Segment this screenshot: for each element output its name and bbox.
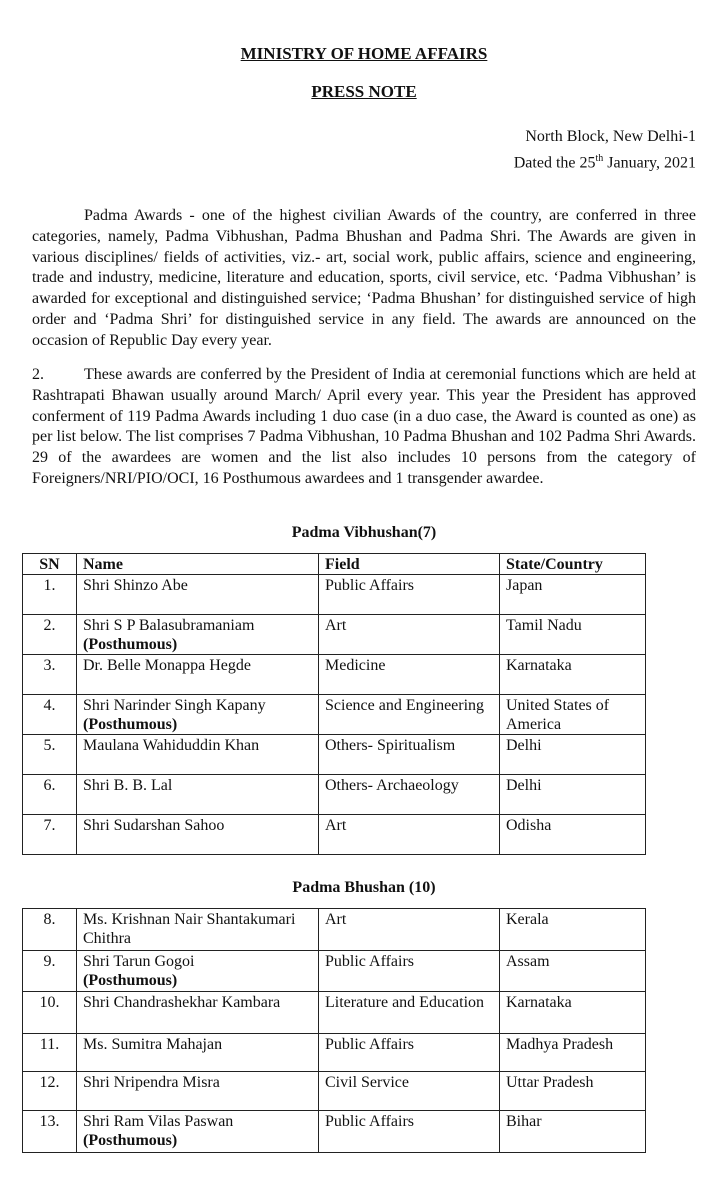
cell-sn: 11. xyxy=(23,1034,77,1072)
cell-name xyxy=(77,992,319,1034)
table-row xyxy=(23,735,646,775)
cell-field: Civil Service xyxy=(319,1072,500,1111)
table-row xyxy=(23,951,646,992)
awardee-name: Shri Sudarshan Sahoo xyxy=(83,817,225,834)
awardee-name: Shri Tarun Gogoi xyxy=(83,953,195,970)
cell-field: Art xyxy=(319,815,500,855)
cell-field: Public Affairs xyxy=(319,1034,500,1072)
table-row xyxy=(23,615,646,655)
vibhushan-table xyxy=(22,553,646,855)
awardee-name: Shri Chandrashekhar Kambara xyxy=(83,994,281,1011)
cell-name xyxy=(77,1072,319,1111)
table-row xyxy=(23,695,646,735)
header-field: Field xyxy=(319,554,500,575)
cell-state: Karnataka xyxy=(500,992,646,1034)
cell-state: Karnataka xyxy=(500,655,646,695)
table-row xyxy=(23,1034,646,1072)
header-name: Name xyxy=(77,554,319,575)
posthumous-label: (Posthumous) xyxy=(83,972,178,989)
cell-field: Public Affairs xyxy=(319,1111,500,1153)
cell-field: Public Affairs xyxy=(319,575,500,615)
press-note-title: PRESS NOTE xyxy=(311,82,417,101)
table-row xyxy=(23,909,646,951)
cell-field: Medicine xyxy=(319,655,500,695)
awardee-name: Shri B. B. Lal xyxy=(83,777,173,794)
paragraph-1: Padma Awards - one of the highest civilian Awards of the country, are conferred in three categories, namely, Padma Vibhushan, Padma Bhushan and Padma Shri. The Awards are given in various disciplines/ fields of activities, viz.- art, social work, public affairs, science and engineering, trade and industry, medicine, literature and education, sports, civil service, etc. ‘Padma Vibhushan’ is awarded for exceptional and distinguished service; ‘Padma Bhushan’ for distinguished service of high order and ‘Padma Shri’ for distinguished service in any field. The awards are announced on the occasion of Republic Day every year. xyxy=(32,207,696,349)
bhushan-caption: Padma Bhushan (10) xyxy=(292,879,436,896)
posthumous-label: (Posthumous) xyxy=(83,716,178,733)
awardee-name: Shri Narinder Singh Kapany xyxy=(83,697,266,714)
cell-sn: 10. xyxy=(23,992,77,1034)
awardee-name: Ms. Krishnan Nair Shantakumari Chithra xyxy=(83,911,296,947)
cell-state: Delhi xyxy=(500,735,646,775)
cell-state: United States of America xyxy=(500,695,646,735)
posthumous-label: (Posthumous) xyxy=(83,1132,178,1149)
cell-sn: 9. xyxy=(23,951,77,992)
cell-field: Literature and Education xyxy=(319,992,500,1034)
cell-name xyxy=(77,695,319,735)
dateline xyxy=(514,126,696,174)
table-row xyxy=(23,815,646,855)
cell-state: Uttar Pradesh xyxy=(500,1072,646,1111)
vibhushan-caption: Padma Vibhushan(7) xyxy=(291,524,437,541)
awardee-name: Maulana Wahiduddin Khan xyxy=(83,737,260,754)
table-row xyxy=(23,1111,646,1153)
cell-sn: 6. xyxy=(23,775,77,815)
cell-name xyxy=(77,1111,319,1153)
awardee-name: Dr. Belle Monappa Hegde xyxy=(83,657,251,674)
cell-state: Bihar xyxy=(500,1111,646,1153)
cell-sn: 12. xyxy=(23,1072,77,1111)
cell-state: Odisha xyxy=(500,815,646,855)
cell-name xyxy=(77,735,319,775)
cell-sn: 7. xyxy=(23,815,77,855)
table-header-row xyxy=(23,554,646,575)
header-sn: SN xyxy=(23,554,77,575)
cell-field: Public Affairs xyxy=(319,951,500,992)
cell-name xyxy=(77,575,319,615)
cell-sn: 2. xyxy=(23,615,77,655)
cell-field: Science and Engineering xyxy=(319,695,500,735)
cell-name xyxy=(77,951,319,992)
date: Dated the 25th January, 2021 xyxy=(513,153,696,172)
awardee-name: Ms. Sumitra Mahajan xyxy=(83,1036,223,1053)
cell-name xyxy=(77,775,319,815)
cell-sn: 5. xyxy=(23,735,77,775)
posthumous-label: (Posthumous) xyxy=(83,636,178,653)
awardee-name: Shri Shinzo Abe xyxy=(83,577,188,594)
cell-name xyxy=(77,909,319,951)
address: North Block, New Delhi-1 xyxy=(525,128,696,145)
cell-state: Japan xyxy=(500,575,646,615)
cell-state: Assam xyxy=(500,951,646,992)
ministry-heading: MINISTRY OF HOME AFFAIRS xyxy=(240,44,488,63)
cell-state: Madhya Pradesh xyxy=(500,1034,646,1072)
cell-sn: 13. xyxy=(23,1111,77,1153)
cell-name xyxy=(77,615,319,655)
awardee-name: Shri Ram Vilas Paswan xyxy=(83,1113,234,1130)
table-row xyxy=(23,992,646,1034)
cell-state: Tamil Nadu xyxy=(500,615,646,655)
cell-state: Delhi xyxy=(500,775,646,815)
cell-sn: 3. xyxy=(23,655,77,695)
awardee-name: Shri S P Balasubramaniam xyxy=(83,617,255,634)
cell-sn: 1. xyxy=(23,575,77,615)
cell-sn: 8. xyxy=(23,909,77,951)
cell-field: Others- Spiritualism xyxy=(319,735,500,775)
cell-field: Art xyxy=(319,909,500,951)
cell-name xyxy=(77,655,319,695)
paragraph-2: 2. These awards are conferred by the President of India at ceremonial functions which are held at Rashtrapati Bhawan usually around March/ April every year. This year the President has approved conferment of 119 Padma Awards including 1 duo case (in a duo case, the Award is counted as one) as per list below. The list comprises 7 Padma Vibhushan, 10 Padma Bhushan and 102 Padma Shri Awards. 29 of the awardees are women and the list also includes 10 persons from the category of Foreigners/NRI/PIO/OCI, 16 Posthumous awardees and 1 transgender awardee. xyxy=(32,366,696,487)
bhushan-table xyxy=(22,908,646,1153)
cell-state: Kerala xyxy=(500,909,646,951)
table-row xyxy=(23,655,646,695)
cell-sn: 4. xyxy=(23,695,77,735)
table-row xyxy=(23,775,646,815)
awardee-name: Shri Nripendra Misra xyxy=(83,1074,220,1091)
cell-name xyxy=(77,815,319,855)
header-state: State/Country xyxy=(500,554,646,575)
cell-name xyxy=(77,1034,319,1072)
table-row xyxy=(23,1072,646,1111)
cell-field: Art xyxy=(319,615,500,655)
table-row xyxy=(23,575,646,615)
cell-field: Others- Archaeology xyxy=(319,775,500,815)
